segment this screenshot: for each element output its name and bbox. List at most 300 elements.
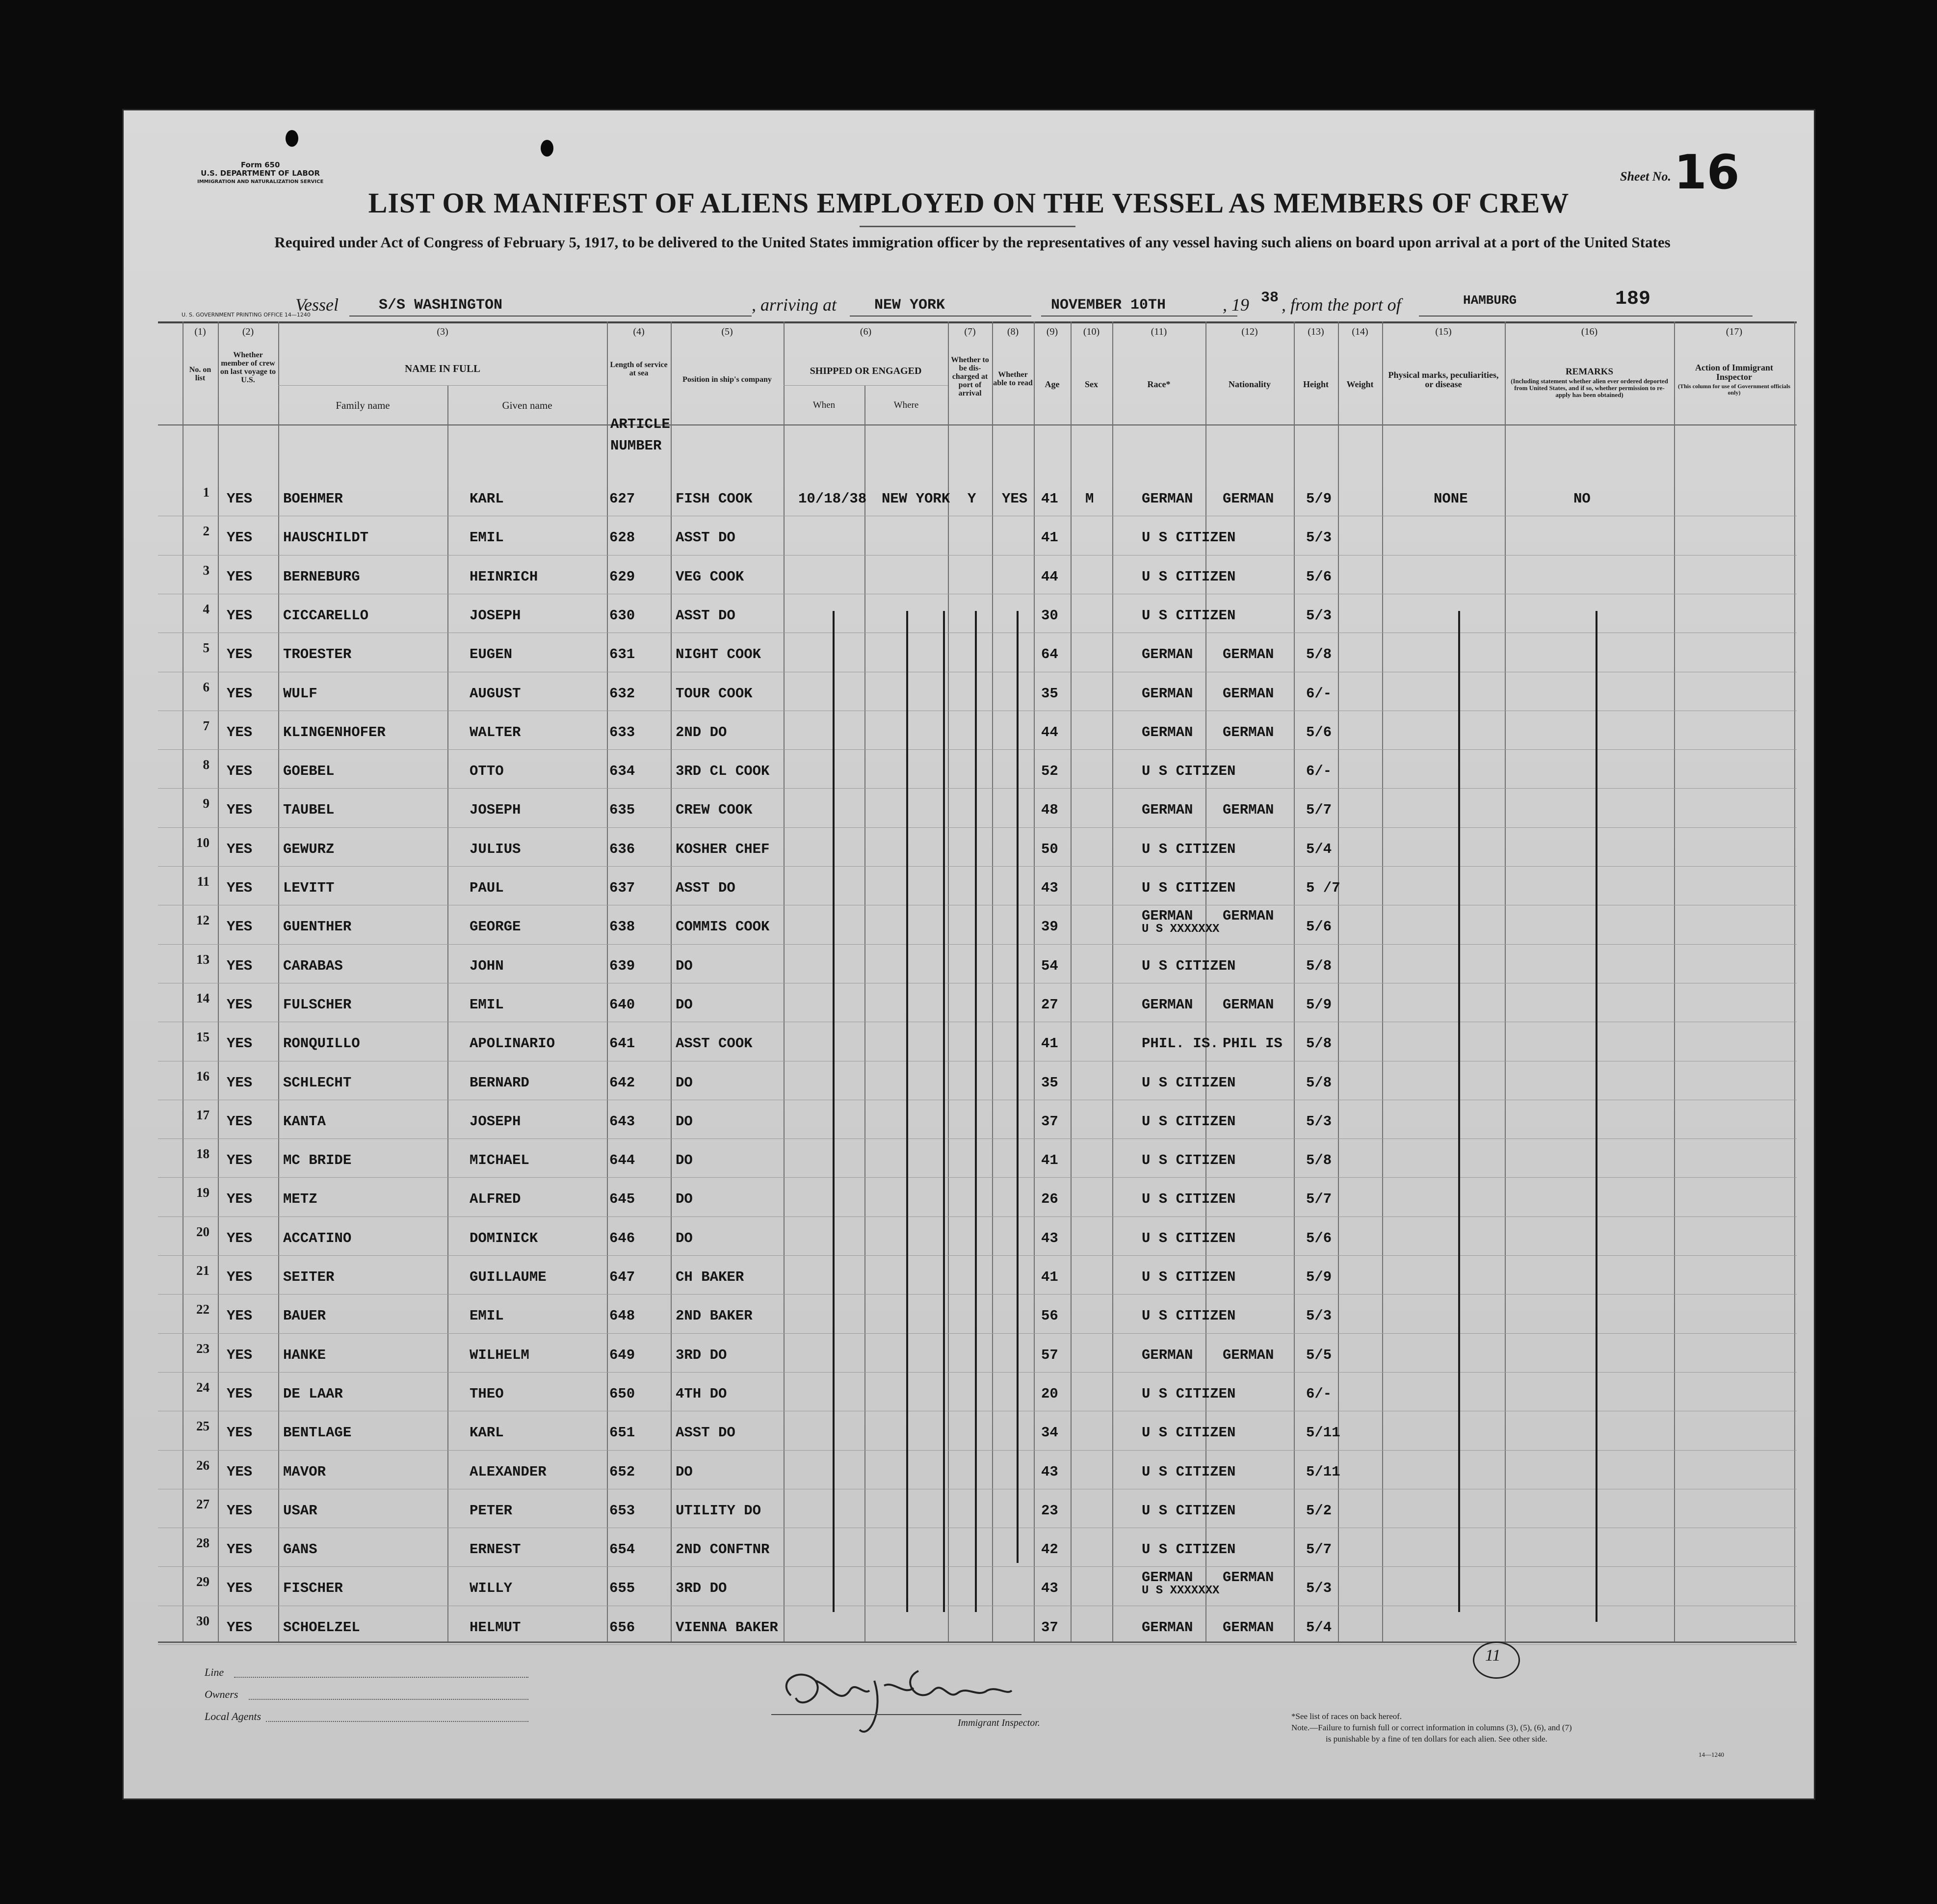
row-given-name: JOSEPH <box>470 607 521 624</box>
row-race: U S CITIZEN <box>1142 763 1236 780</box>
row-able-read: YES <box>1002 491 1028 507</box>
row-given-name: GUILLAUME <box>470 1269 547 1285</box>
row-age: 43 <box>1041 1580 1058 1597</box>
row-family-name: WULF <box>283 685 317 702</box>
penalty-note: Note.—Failure to furnish full or correct information in columns (3), (5), (6), and (7) <box>1291 1723 1572 1732</box>
row-article-number: 647 <box>609 1269 635 1285</box>
row-age: 56 <box>1041 1308 1058 1324</box>
row-height: 5/8 <box>1306 1152 1332 1169</box>
row-rule <box>158 1333 1797 1334</box>
row-number: 2 <box>203 524 209 539</box>
row-race: PHIL. IS. <box>1142 1035 1219 1052</box>
row-rule <box>158 1372 1797 1373</box>
row-nationality: PHIL IS <box>1223 1035 1283 1052</box>
row-age: 37 <box>1041 1619 1058 1636</box>
name-subrule <box>278 385 607 386</box>
row-height: 5/8 <box>1306 1035 1332 1052</box>
row-number: 11 <box>197 874 209 889</box>
row-nationality: GERMAN <box>1223 724 1274 740</box>
row-given-name: KARL <box>470 1425 504 1441</box>
row-number: 13 <box>196 952 209 967</box>
row-family-name: HANKE <box>283 1347 326 1363</box>
row-article-number: 630 <box>609 607 635 624</box>
row-nationality: GERMAN <box>1223 996 1274 1013</box>
row-race: U S CITIZEN <box>1142 568 1236 585</box>
row-nationality: GERMAN <box>1223 802 1274 819</box>
col-line <box>1294 321 1295 1641</box>
col-number: (12) <box>1241 326 1258 337</box>
row-number: 25 <box>196 1419 209 1434</box>
row-number: 8 <box>203 757 209 772</box>
row-article-number: 638 <box>609 919 635 935</box>
row-number: 18 <box>196 1146 209 1162</box>
col-line <box>1674 321 1675 1641</box>
row-number: 17 <box>196 1107 209 1122</box>
row-number: 12 <box>196 913 209 928</box>
col-line <box>1338 321 1339 1641</box>
row-family-name: GEWURZ <box>283 841 335 857</box>
form-subtitle: Required under Act of Congress of February 5, 1917, to be delivered to the United States immigration officer by the representatives of any vessel having such aliens on board upon arrival at a port of the United States <box>274 234 1671 251</box>
row-article-number: 628 <box>609 529 635 546</box>
row-member: YES <box>227 996 253 1013</box>
row-article-number: 641 <box>609 1035 635 1052</box>
row-height: 5/8 <box>1306 957 1332 974</box>
row-position: DO <box>676 957 693 974</box>
row-member: YES <box>227 1347 253 1363</box>
row-family-name: KANTA <box>283 1113 326 1130</box>
row-race: GERMAN <box>1142 685 1193 702</box>
row-given-name: EMIL <box>470 1308 504 1324</box>
col-head-length: Length of service at sea <box>610 361 668 377</box>
row-position: 4TH DO <box>676 1385 727 1402</box>
row-given-name: JULIUS <box>470 841 521 857</box>
row-age: 20 <box>1041 1385 1058 1402</box>
row-position: ASST COOK <box>676 1035 753 1052</box>
row-given-name: THEO <box>470 1385 504 1402</box>
row-given-name: GEORGE <box>470 919 521 935</box>
col-line <box>948 321 949 1641</box>
row-rule <box>158 1644 1797 1645</box>
row-position: DO <box>676 1113 693 1130</box>
penalty-note-2: is punishable by a fine of ten dollars for each alien. See other side. <box>1326 1734 1547 1744</box>
row-family-name: BENTLAGE <box>283 1425 352 1441</box>
col-head-when: When <box>812 400 836 410</box>
year-prefix: , 19 <box>1223 295 1249 315</box>
arrival-date: NOVEMBER 10TH <box>1051 297 1166 314</box>
row-given-name: PETER <box>470 1502 513 1519</box>
row-age: 43 <box>1041 880 1058 896</box>
col-head-where: Where <box>893 400 919 410</box>
row-position: 3RD DO <box>676 1580 727 1597</box>
row-height: 5/3 <box>1306 1113 1332 1130</box>
row-family-name: SCHOELZEL <box>283 1619 360 1636</box>
row-article-number: 652 <box>609 1463 635 1480</box>
row-position: 2ND CONFTNR <box>676 1541 770 1558</box>
row-age: 41 <box>1041 491 1058 507</box>
row-number: 10 <box>196 835 209 850</box>
col-number: (9) <box>1046 326 1058 337</box>
row-number: 9 <box>203 796 209 811</box>
row-article-number: 651 <box>609 1425 635 1441</box>
row-height: 5/9 <box>1306 1269 1332 1285</box>
row-given-name: HEINRICH <box>470 568 538 585</box>
stamp-number: 11 <box>1485 1646 1501 1665</box>
row-race: U S CITIZEN <box>1142 1113 1236 1130</box>
row-number: 26 <box>196 1457 209 1473</box>
row-family-name: BERNEBURG <box>283 568 360 585</box>
row-age: 42 <box>1041 1541 1058 1558</box>
row-age: 35 <box>1041 685 1058 702</box>
row-age: 35 <box>1041 1074 1058 1091</box>
ditto-line-when <box>833 611 835 1612</box>
col-number: (6) <box>860 326 872 337</box>
row-article-number: 644 <box>609 1152 635 1169</box>
row-article-number: 656 <box>609 1619 635 1636</box>
col-line <box>1034 321 1035 1641</box>
row-rule <box>158 1566 1797 1567</box>
row-age: 43 <box>1041 1463 1058 1480</box>
row-member: YES <box>227 724 253 740</box>
row-race: GERMAN <box>1142 996 1193 1013</box>
row-position: 3RD CL COOK <box>676 763 770 780</box>
row-member: YES <box>227 491 253 507</box>
row-member: YES <box>227 1074 253 1091</box>
row-age: 41 <box>1041 1152 1058 1169</box>
row-where: NEW YORK <box>882 491 950 507</box>
row-family-name: BAUER <box>283 1308 326 1324</box>
inspector-label: Immigrant Inspector. <box>958 1718 1040 1728</box>
col-number: (11) <box>1151 326 1167 337</box>
row-height: 5/6 <box>1306 724 1332 740</box>
row-number: 4 <box>203 601 209 616</box>
col-line <box>278 321 279 1641</box>
row-position: ASST DO <box>676 607 735 624</box>
row-race: U S CITIZEN <box>1142 1152 1236 1169</box>
sheet-label: Sheet No. <box>1620 169 1671 184</box>
row-rule <box>158 1255 1797 1256</box>
row-article-number: 642 <box>609 1074 635 1091</box>
col-line <box>671 321 672 1641</box>
col-head-read: Whether able to read <box>993 370 1033 387</box>
row-member: YES <box>227 1385 253 1402</box>
row-member: YES <box>227 763 253 780</box>
row-race: GERMAN <box>1142 908 1193 925</box>
col-number: (7) <box>964 326 976 337</box>
row-age: 34 <box>1041 1425 1058 1441</box>
row-position: 2ND DO <box>676 724 727 740</box>
row-family-name: MAVOR <box>283 1463 326 1480</box>
row-number: 3 <box>203 562 209 578</box>
row-number: 23 <box>196 1341 209 1356</box>
year: 38 <box>1261 290 1279 306</box>
row-given-name: MICHAEL <box>470 1152 529 1169</box>
row-height: 5/6 <box>1306 919 1332 935</box>
col-head-given: Given name <box>502 399 552 411</box>
inspector-rule <box>771 1714 1021 1715</box>
col-number: (8) <box>1007 326 1019 337</box>
col-line <box>784 321 785 1641</box>
manifest-sheet <box>124 110 1814 1798</box>
row-given-name: DOMINICK <box>470 1230 538 1246</box>
row-race: GERMAN <box>1142 1619 1193 1636</box>
row-nationality: GERMAN <box>1223 1347 1274 1363</box>
ditto-line-where <box>906 611 908 1612</box>
row-height: 5/9 <box>1306 491 1332 507</box>
row-position: FISH COOK <box>676 491 753 507</box>
row-article-number: 643 <box>609 1113 635 1130</box>
row-race-amended: U S XXXXXXX <box>1142 1584 1220 1598</box>
col-head-weight: Weight <box>1346 379 1374 389</box>
row-position: CH BAKER <box>676 1269 744 1285</box>
row-age: 48 <box>1041 802 1058 819</box>
row-number: 16 <box>196 1068 209 1084</box>
col-number: (5) <box>721 326 733 337</box>
row-article-number: 627 <box>609 491 635 507</box>
col-line <box>1505 321 1506 1641</box>
col-line <box>1794 321 1795 1641</box>
row-member: YES <box>227 802 253 819</box>
row-given-name: EUGEN <box>470 646 513 663</box>
row-family-name: GUENTHER <box>283 919 352 935</box>
row-position: VEG COOK <box>676 568 744 585</box>
row-given-name: ALFRED <box>470 1191 521 1208</box>
row-age: 30 <box>1041 607 1058 624</box>
row-number: 5 <box>203 640 209 656</box>
col-number: (3) <box>437 326 448 337</box>
row-given-name: ERNEST <box>470 1541 521 1558</box>
row-position: TOUR COOK <box>676 685 753 702</box>
row-position: COMMIS COOK <box>676 919 770 935</box>
col-number: (10) <box>1083 326 1100 337</box>
row-height: 5/7 <box>1306 1541 1332 1558</box>
col-line <box>218 321 219 1641</box>
row-family-name: CARABAS <box>283 957 343 974</box>
arriving-port: NEW YORK <box>874 297 945 314</box>
line-rule <box>234 1677 528 1679</box>
row-rule <box>158 866 1797 867</box>
row-family-name: SEITER <box>283 1269 335 1285</box>
col-line <box>1382 321 1383 1641</box>
row-age: 27 <box>1041 996 1058 1013</box>
row-given-name: WALTER <box>470 724 521 740</box>
ditto-line-physical <box>1458 611 1460 1612</box>
row-rule <box>158 1450 1797 1451</box>
row-member: YES <box>227 919 253 935</box>
col-head-name: NAME IN FULL <box>404 363 480 374</box>
row-given-name: WILHELM <box>470 1347 529 1363</box>
col-head-height: Height <box>1303 379 1329 389</box>
row-race: U S CITIZEN <box>1142 607 1236 624</box>
col-number: (15) <box>1435 326 1452 337</box>
col-head-position: Position in ship's company <box>682 375 772 384</box>
col-line <box>992 321 993 1641</box>
row-article-number: 637 <box>609 880 635 896</box>
row-article-number: 655 <box>609 1580 635 1597</box>
row-age: 52 <box>1041 763 1058 780</box>
col-line <box>447 385 448 1641</box>
col-head-sex: Sex <box>1085 379 1098 389</box>
row-height: 5/6 <box>1306 1230 1332 1246</box>
row-number: 15 <box>196 1030 209 1045</box>
row-member: YES <box>227 1308 253 1324</box>
row-family-name: METZ <box>283 1191 317 1208</box>
row-position: DO <box>676 1152 693 1169</box>
row-position: DO <box>676 1074 693 1091</box>
row-race: U S CITIZEN <box>1142 1308 1236 1324</box>
row-rule <box>158 827 1797 828</box>
row-position: DO <box>676 1191 693 1208</box>
row-position: ASST DO <box>676 529 735 546</box>
row-rule <box>158 1294 1797 1295</box>
vessel-label: Vessel <box>295 295 339 315</box>
col-number: (16) <box>1581 326 1598 337</box>
row-family-name: LEVITT <box>283 880 335 896</box>
row-race: GERMAN <box>1142 724 1193 740</box>
row-article-number: 639 <box>609 957 635 974</box>
row-given-name: AUGUST <box>470 685 521 702</box>
row-height: 5/4 <box>1306 1619 1332 1636</box>
row-height: 5/7 <box>1306 802 1332 819</box>
row-member: YES <box>227 880 253 896</box>
ditto-line-remarks <box>1596 611 1597 1622</box>
row-race: U S CITIZEN <box>1142 1191 1236 1208</box>
row-nationality: GERMAN <box>1223 646 1274 663</box>
row-given-name: EMIL <box>470 529 504 546</box>
col-head-action-note: (This column for use of Government officials only) <box>1677 383 1791 396</box>
col-head-no: No. on list <box>189 366 211 382</box>
row-age: 57 <box>1041 1347 1058 1363</box>
row-family-name: BOEHMER <box>283 491 343 507</box>
row-member: YES <box>227 1191 253 1208</box>
row-nationality: GERMAN <box>1223 908 1274 925</box>
form-code: 14—1240 <box>1699 1751 1724 1758</box>
row-age: 41 <box>1041 1269 1058 1285</box>
row-given-name: HELMUT <box>470 1619 521 1636</box>
row-height: 5/6 <box>1306 568 1332 585</box>
row-given-name: JOSEPH <box>470 802 521 819</box>
row-height: 5/4 <box>1306 841 1332 857</box>
row-nationality: GERMAN <box>1223 1569 1274 1586</box>
row-number: 19 <box>196 1185 209 1200</box>
row-article-number: 631 <box>609 646 635 663</box>
col-head-discharged: Whether to be dis-charged at port of arrival <box>951 356 989 397</box>
row-age: 41 <box>1041 529 1058 546</box>
row-rule <box>158 788 1797 789</box>
row-position: DO <box>676 996 693 1013</box>
row-article-number: 653 <box>609 1502 635 1519</box>
row-height: 6/- <box>1306 685 1332 702</box>
row-race: U S CITIZEN <box>1142 841 1236 857</box>
row-number: 7 <box>203 718 209 733</box>
row-number: 20 <box>196 1224 209 1239</box>
row-article-number: 650 <box>609 1385 635 1402</box>
row-rule <box>158 944 1797 945</box>
col-head-physical: Physical marks, peculiarities, or disease <box>1388 370 1499 389</box>
row-given-name: JOSEPH <box>470 1113 521 1130</box>
col-head-remarks-note: (Including statement whether alien ever ordered deported from United States, and if so, whether permission to re-apply has been obtained) <box>1511 377 1668 398</box>
row-race: U S CITIZEN <box>1142 1230 1236 1246</box>
row-family-name: SCHLECHT <box>283 1074 352 1091</box>
row-number: 28 <box>196 1535 209 1551</box>
row-given-name: JOHN <box>470 957 504 974</box>
row-member: YES <box>227 1230 253 1246</box>
row-member: YES <box>227 1113 253 1130</box>
row-height: 6/- <box>1306 763 1332 780</box>
row-height: 5/3 <box>1306 1308 1332 1324</box>
row-height: 5/8 <box>1306 646 1332 663</box>
row-given-name: KARL <box>470 491 504 507</box>
row-position: UTILITY DO <box>676 1502 761 1519</box>
row-member: YES <box>227 529 253 546</box>
row-article-number: 649 <box>609 1347 635 1363</box>
row-member: YES <box>227 1035 253 1052</box>
row-age: 50 <box>1041 841 1058 857</box>
row-position: NIGHT COOK <box>676 646 761 663</box>
col-head-action: Action of Immigrant Inspector <box>1695 363 1773 382</box>
row-member: YES <box>227 1152 253 1169</box>
row-race: U S CITIZEN <box>1142 529 1236 546</box>
row-nationality: GERMAN <box>1223 685 1274 702</box>
row-when: 10/18/38 <box>798 491 867 507</box>
row-race: GERMAN <box>1142 491 1193 507</box>
row-height: 6/- <box>1306 1385 1332 1402</box>
col-line <box>864 385 865 1641</box>
row-height: 5 /7 <box>1306 880 1340 896</box>
row-member: YES <box>227 1502 253 1519</box>
row-height: 5/11 <box>1306 1425 1340 1441</box>
list-number: 189 <box>1615 288 1651 310</box>
row-number: 30 <box>196 1613 209 1628</box>
row-height: 5/3 <box>1306 607 1332 624</box>
row-position: 2ND BAKER <box>676 1308 753 1324</box>
row-article-number: 635 <box>609 802 635 819</box>
row-given-name: WILLY <box>470 1580 513 1597</box>
row-age: 44 <box>1041 724 1058 740</box>
row-article-number: 633 <box>609 724 635 740</box>
row-article-number: 654 <box>609 1541 635 1558</box>
row-member: YES <box>227 957 253 974</box>
row-number: 14 <box>196 990 209 1005</box>
row-member: YES <box>227 1541 253 1558</box>
row-age: 41 <box>1041 1035 1058 1052</box>
row-race: GERMAN <box>1142 646 1193 663</box>
col-number: (1) <box>194 326 206 337</box>
row-article-number: 645 <box>609 1191 635 1208</box>
row-physical: NONE <box>1434 491 1468 507</box>
row-race: GERMAN <box>1142 1347 1193 1363</box>
row-family-name: HAUSCHILDT <box>283 529 369 546</box>
row-race: GERMAN <box>1142 1569 1193 1586</box>
row-remarks: NO <box>1573 491 1591 507</box>
arriving-label: , arriving at <box>752 295 837 315</box>
article-number-label: ARTICLE NUMBER <box>610 416 670 454</box>
row-position: CREW COOK <box>676 802 753 819</box>
row-member: YES <box>227 841 253 857</box>
row-given-name: ALEXANDER <box>470 1463 547 1480</box>
row-given-name: BERNARD <box>470 1074 529 1091</box>
owners-label: Owners <box>205 1688 238 1700</box>
row-given-name: APOLINARIO <box>470 1035 555 1052</box>
row-member: YES <box>227 1580 253 1597</box>
row-nationality: GERMAN <box>1223 1619 1274 1636</box>
col-line <box>1112 321 1113 1641</box>
row-family-name: FULSCHER <box>283 996 352 1013</box>
agents-rule <box>266 1721 528 1723</box>
row-number: 1 <box>203 485 209 500</box>
row-member: YES <box>227 568 253 585</box>
table-bottom-rule <box>158 1641 1797 1643</box>
header-bottom-rule <box>158 424 1797 425</box>
